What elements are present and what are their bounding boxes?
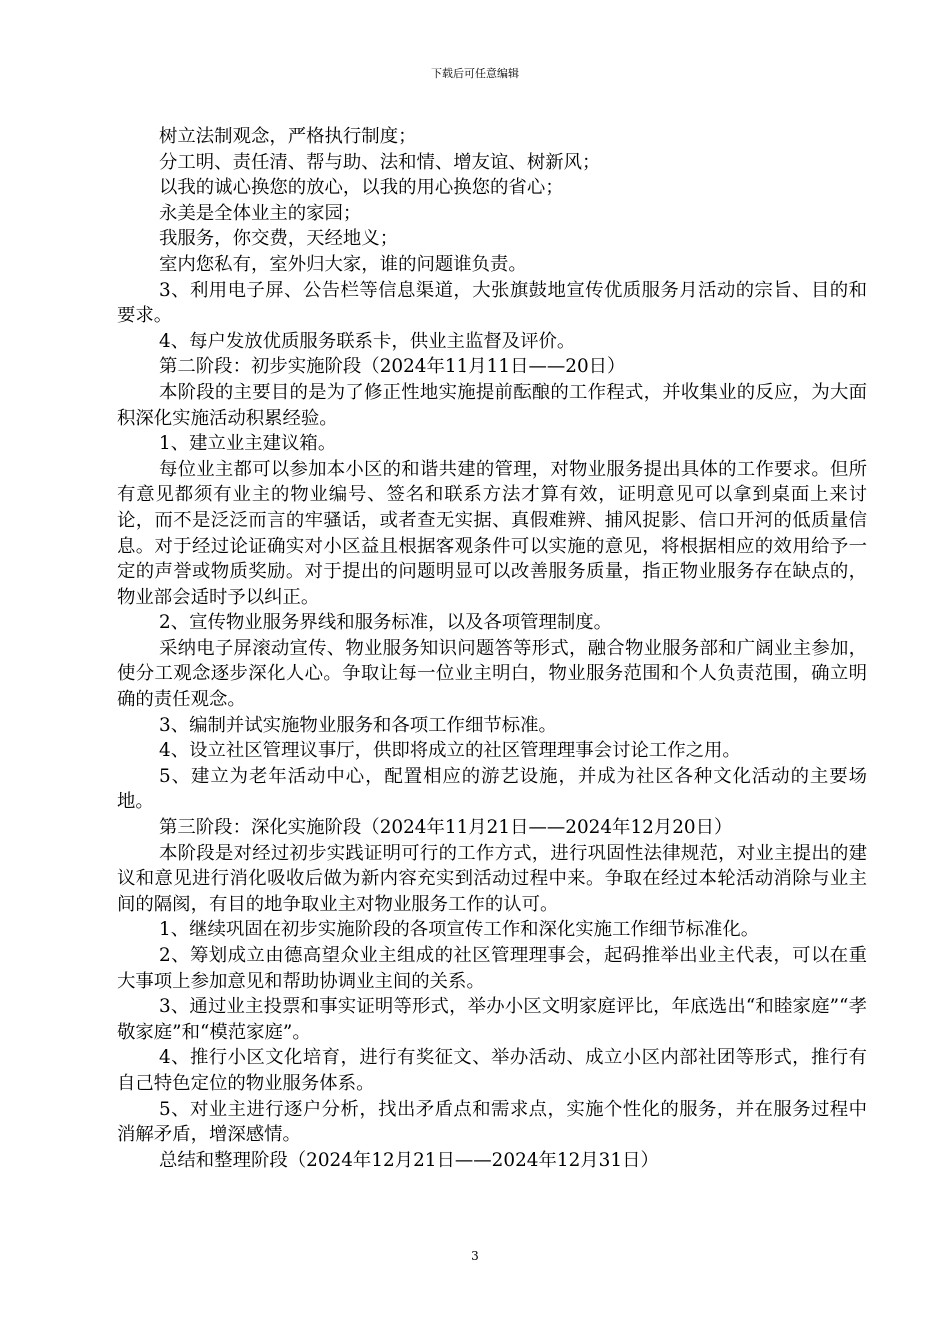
paragraph-17: 5、建立为老年活动中心，配置相应的游艺设施，并成为社区各种文化活动的主要场地。 xyxy=(117,765,867,813)
paragraph-23: 4、推行小区文化培育，进行有奖征文、举办活动、成立小区内部社团等形式，推行有自己特色定位的物业服务体系。 xyxy=(117,1047,867,1094)
paragraph-15: 3、编制并试实施物业服务和各项工作细节标准。 xyxy=(159,714,557,736)
paragraph-7: 3、利用电子屏、公告栏等信息渠道，大张旗鼓地宣传优质服务月活动的宗旨、目的和要求。 xyxy=(117,279,867,327)
paragraph-12: 每位业主都可以参加本小区的和谐共建的管理，对物业服务提出具体的工作要求。但所有意见都须有业主的物业编号、签名和联系方法才算有效，证明意见可以拿到桌面上来讨论，而不是泛泛而言的牢骚话，或者查无实据、真假难辨、捕风捉影、信口开河的低质量信息。对于经过论证确实对小区益且根据客观条件可以实施的意见，将根据相应的效用给予一定的声誉或物质奖励。对于提出的问题明显可以改善服务质量，指正物业服务存在缺点的，物业部会适时予以纠正。 xyxy=(117,458,867,608)
paragraph-6: 室内您私有，室外归大家，谁的问题谁负责。 xyxy=(159,253,527,275)
section-heading-stage-3: 第三阶段：深化实施阶段（2024年11月21日——2024年12月20日） xyxy=(159,817,733,839)
paragraph-21: 2、筹划成立由德高望众业主组成的社区管理理事会，起码推举出业主代表，可以在重大事项上参加意见和帮助协调业主间的关系。 xyxy=(117,945,867,992)
paragraph-5: 我服务，你交费，天经地义； xyxy=(159,228,399,250)
paragraph-4: 永美是全体业主的家园； xyxy=(159,202,362,224)
page-number: 3 xyxy=(471,1249,479,1263)
paragraph-10: 本阶段的主要目的是为了修正性地实施提前酝酿的工作程式，并收集业的反应，为大面积深化实施活动积累经验。 xyxy=(117,381,867,429)
document-body xyxy=(117,124,867,1173)
paragraph-14: 采纳电子屏滚动宣传、物业服务知识问题答等形式，融合物业服务部和广阔业主参加，使分工观念逐步深化人心。争取让每一位业主明白，物业服务范围和个人负责范围，确立明确的责任观念。 xyxy=(117,637,867,711)
section-heading-summary-stage: 总结和整理阶段（2024年12月21日——2024年12月31日） xyxy=(159,1149,659,1171)
paragraph-16: 4、设立社区管理议事厅，供即将成立的社区管理理事会讨论工作之用。 xyxy=(159,740,741,762)
section-heading-stage-2: 第二阶段：初步实施阶段（2024年11月11日——20日） xyxy=(159,356,626,378)
paragraph-20: 1、继续巩固在初步实施阶段的各项宣传工作和深化实施工作细节标准化。 xyxy=(159,919,760,941)
paragraph-1: 树立法制观念，严格执行制度； xyxy=(159,126,417,147)
paragraph-22: 3、通过业主投票和事实证明等形式，举办小区文明家庭评比，年底选出“和睦家庭”“孝敬家庭”和“模范家庭”。 xyxy=(117,996,867,1043)
page-header-note: 下载后可任意编辑 xyxy=(431,67,519,80)
paragraph-19: 本阶段是对经过初步实践证明可行的工作方式，进行巩固性法律规范，对业主提出的建议和意见进行消化吸收后做为新内容充实到活动过程中来。争取在经过本轮活动消除与业主间的隔阂，有目的地争取业主对物业服务工作的认可。 xyxy=(117,842,867,915)
paragraph-8: 4、每户发放优质服务联系卡，供业主监督及评价。 xyxy=(159,330,576,352)
paragraph-24: 5、对业主进行逐户分析，找出矛盾点和需求点，实施个性化的服务，并在服务过程中消解矛盾，增深感情。 xyxy=(117,1098,867,1146)
paragraph-3: 以我的诚心换您的放心，以我的用心换您的省心； xyxy=(159,177,564,199)
paragraph-11: 1、建立业主建议箱。 xyxy=(159,433,337,455)
paragraph-2: 分工明、责任清、帮与助、法和情、增友谊、树新风； xyxy=(159,151,601,173)
paragraph-13: 2、宣传物业服务界线和服务标准，以及各项管理制度。 xyxy=(159,612,613,634)
